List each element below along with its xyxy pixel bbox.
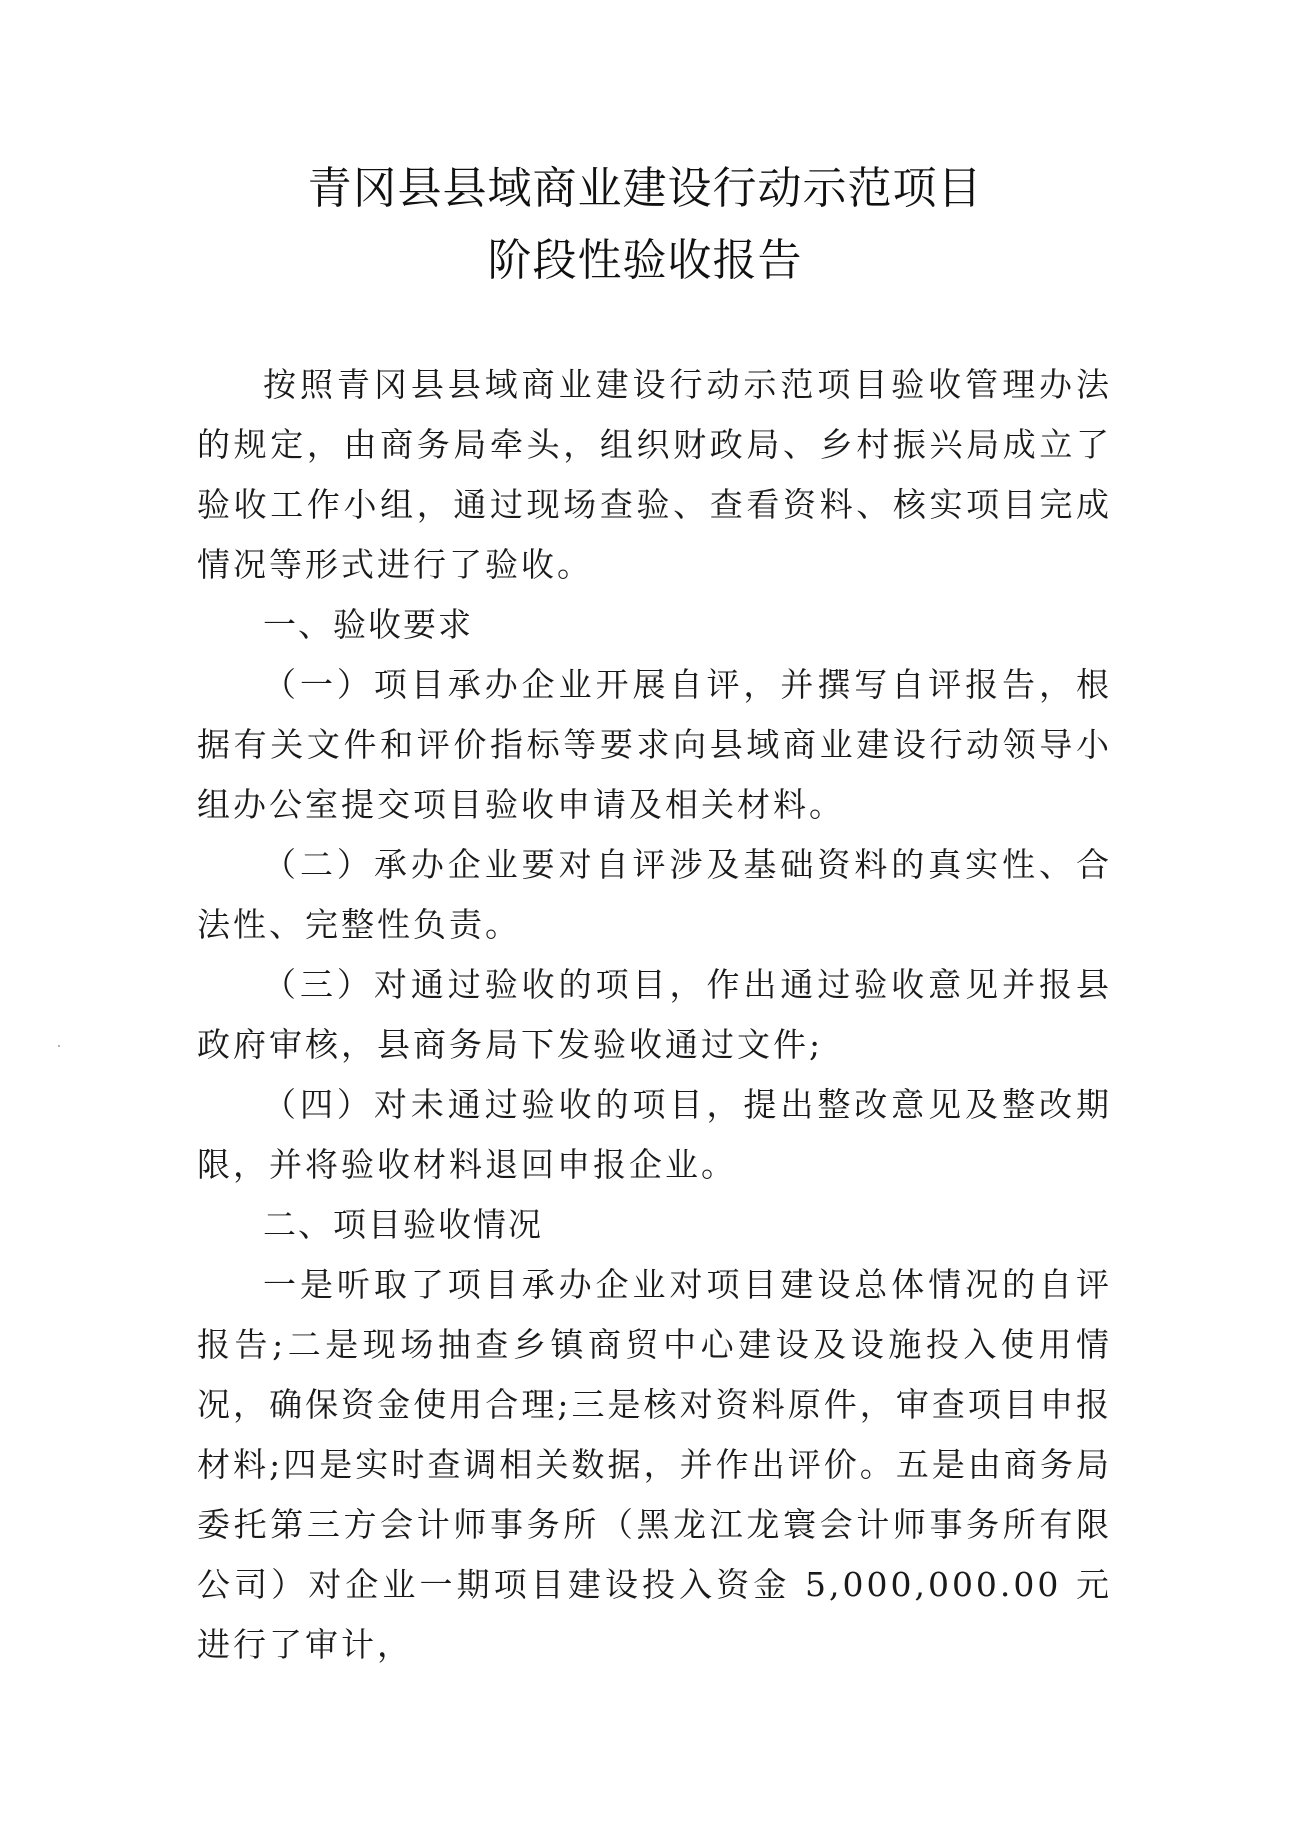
section-2-paragraph: 一是听取了项目承办企业对项目建设总体情况的自评报告;二是现场抽查乡镇商贸中心建设及设施投入使用情况，确保资金使用合理;三是核对资料原件，审查项目申报材料;四是实时查调相关数据，并作出评价。五是由商务局委托第三方会计师事务所（黑龙江龙寰会计师事务所有限公司）对企业一期项目建设投入资金 5,000,000.00 元进行了审计， <box>197 1265 1112 1664</box>
document-title-line-2: 阶段性验收报告 <box>487 235 803 286</box>
section-2-heading: 二、项目验收情况 <box>263 1205 543 1244</box>
intro-paragraph: 按照青冈县县域商业建设行动示范项目验收管理办法的规定，由商务局牵头，组织财政局、乡村振兴局成立了验收工作小组，通过现场查验、查看资料、核实项目完成情况等形式进行了验收。 <box>197 365 1112 584</box>
document-body <box>197 355 1112 1675</box>
section-1-item: （四）对未通过验收的项目，提出整改意见及整改期限，并将验收材料退回申报企业。 <box>197 1085 1112 1184</box>
section-1-heading: 一、验收要求 <box>263 605 473 644</box>
section-1-item: （二）承办企业要对自评涉及基础资料的真实性、合法性、完整性负责。 <box>197 845 1112 944</box>
document-title-line-1: 青冈县县域商业建设行动示范项目 <box>307 163 983 214</box>
section-1-item: （三）对通过验收的项目，作出通过验收意见并报县政府审核，县商务局下发验收通过文件; <box>197 965 1112 1064</box>
section-1-item: （一）项目承办企业开展自评，并撰写自评报告，根据有关文件和评价指标等要求向县域商业建设行动领导小组办公室提交项目验收申请及相关材料。 <box>197 665 1112 824</box>
scan-speck <box>58 1045 60 1047</box>
